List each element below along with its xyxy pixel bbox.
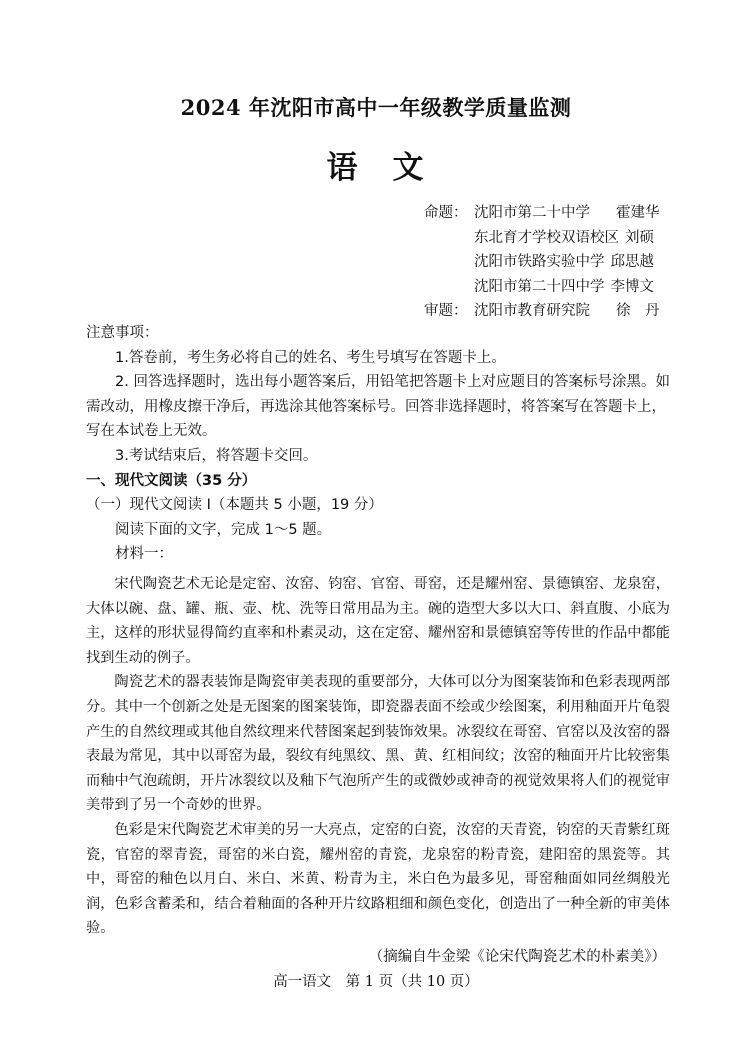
- passage-source: （摘编自牛金梁《论宋代陶瓷艺术的朴素美》）: [368, 949, 666, 965]
- notice-item: 2. 回答选择题时，选出每小题答案后，用铅笔把答题卡上对应题目的答案标号涂黑。如需改动，用橡皮擦干净后，再选涂其他答案标号。回答非选择题时，将答案写在答题卡上，写在本试卷上无效。: [86, 374, 670, 440]
- notice-item: 1.答卷前，考生务必将自己的姓名、考生号填写在答题卡上。: [115, 349, 506, 366]
- proposer-row: [424, 275, 724, 300]
- passage-paragraph: 宋代陶瓷艺术无论是定窑、汝窑、钧窑、官窑、哥窑，还是耀州窑、景德镇窑、龙泉窑，大体以碗、盘、罐、瓶、壶、枕、洗等日常用品为主。碗的造型大多以大口、斜直腹、小底为主，这样的形状显得简约直率和朴素灵动，这在定窑、耀州窑和景德镇窑等传世的作品中都能找到生动的例子。: [86, 576, 670, 666]
- section-heading: 一、现代文阅读（35 分）: [86, 472, 257, 489]
- reviewer-org: 沈阳市教育研究院: [474, 303, 590, 319]
- material-label: 材料一：: [115, 546, 173, 563]
- instructions-block: [86, 321, 670, 567]
- reading-passage: [86, 572, 670, 941]
- sub-section-heading: （一）现代文阅读 I（本题共 5 小题，19 分）: [86, 497, 383, 514]
- proposer-name: 邱思越: [610, 254, 654, 270]
- proposition-label: 命题：: [424, 205, 468, 221]
- proposer-org: 沈阳市第二十中学: [474, 205, 590, 221]
- page-footer: 高一语文 第 1 页（共 10 页）: [273, 974, 479, 990]
- proposer-row: [424, 226, 724, 251]
- notice-heading: 注意事项：: [86, 325, 159, 341]
- passage-paragraph: 陶瓷艺术的器表装饰是陶瓷审美表现的重要部分，大体可以分为图案装饰和色彩表现两部分。其中一个创新之处是无图案的图案装饰，即瓷器表面不绘或少绘图案，利用釉面开片龟裂产生的自然纹理或其他自然纹理来代替图案起到装饰效果。冰裂纹在哥窑、官窑以及汝窑的器表最为常见，其中以哥窑为最，裂纹有纯黑纹、黑、黄、红相间纹；汝窑的釉面开片比较密集而釉中气泡疏朗，开片冰裂纹以及釉下气泡所产生的或微妙或神奇的视觉效果将人们的视觉审美带到了另一个奇妙的世界。: [86, 674, 670, 814]
- proposer-org: 沈阳市铁路实验中学: [474, 254, 605, 270]
- subject-title: 语 文: [326, 150, 426, 186]
- proposer-row: [424, 201, 724, 226]
- exam-title: 2024 年沈阳市高中一年级教学质量监测: [180, 95, 572, 120]
- proposer-name: 霍建华: [616, 205, 660, 221]
- reading-instruction: 阅读下面的文字，完成 1～5 题。: [115, 521, 332, 538]
- notice-item: 3.考试结束后，将答题卡交回。: [115, 447, 318, 464]
- proposer-row: [424, 250, 724, 275]
- proposer-name: 刘硕: [625, 229, 654, 246]
- reviewer-row: [424, 299, 724, 324]
- reviewer-name: 徐 丹: [616, 303, 660, 319]
- proposer-org: 沈阳市第二十四中学: [474, 278, 605, 295]
- passage-paragraph: 色彩是宋代陶瓷艺术审美的另一大亮点，定窑的白瓷，汝窑的天青瓷，钧窑的天青紫红斑瓷，官窑的翠青瓷，哥窑的米白瓷，耀州窑的青瓷，龙泉窑的粉青瓷，建阳窑的黑瓷等。其中，哥窑的釉色以月白、米白、米黄、粉青为主，米白色为最多见，哥窑釉面如同丝绸般光润，色彩含蓄柔和，结合着釉面的各种开片纹路粗细和颜色变化，创造出了一种全新的审美体验。: [86, 821, 670, 937]
- proposer-org: 东北育才学校双语校区: [474, 229, 619, 246]
- author-block: [424, 201, 724, 324]
- proposer-name: 李博文: [610, 278, 654, 295]
- review-label: 审题：: [424, 303, 468, 319]
